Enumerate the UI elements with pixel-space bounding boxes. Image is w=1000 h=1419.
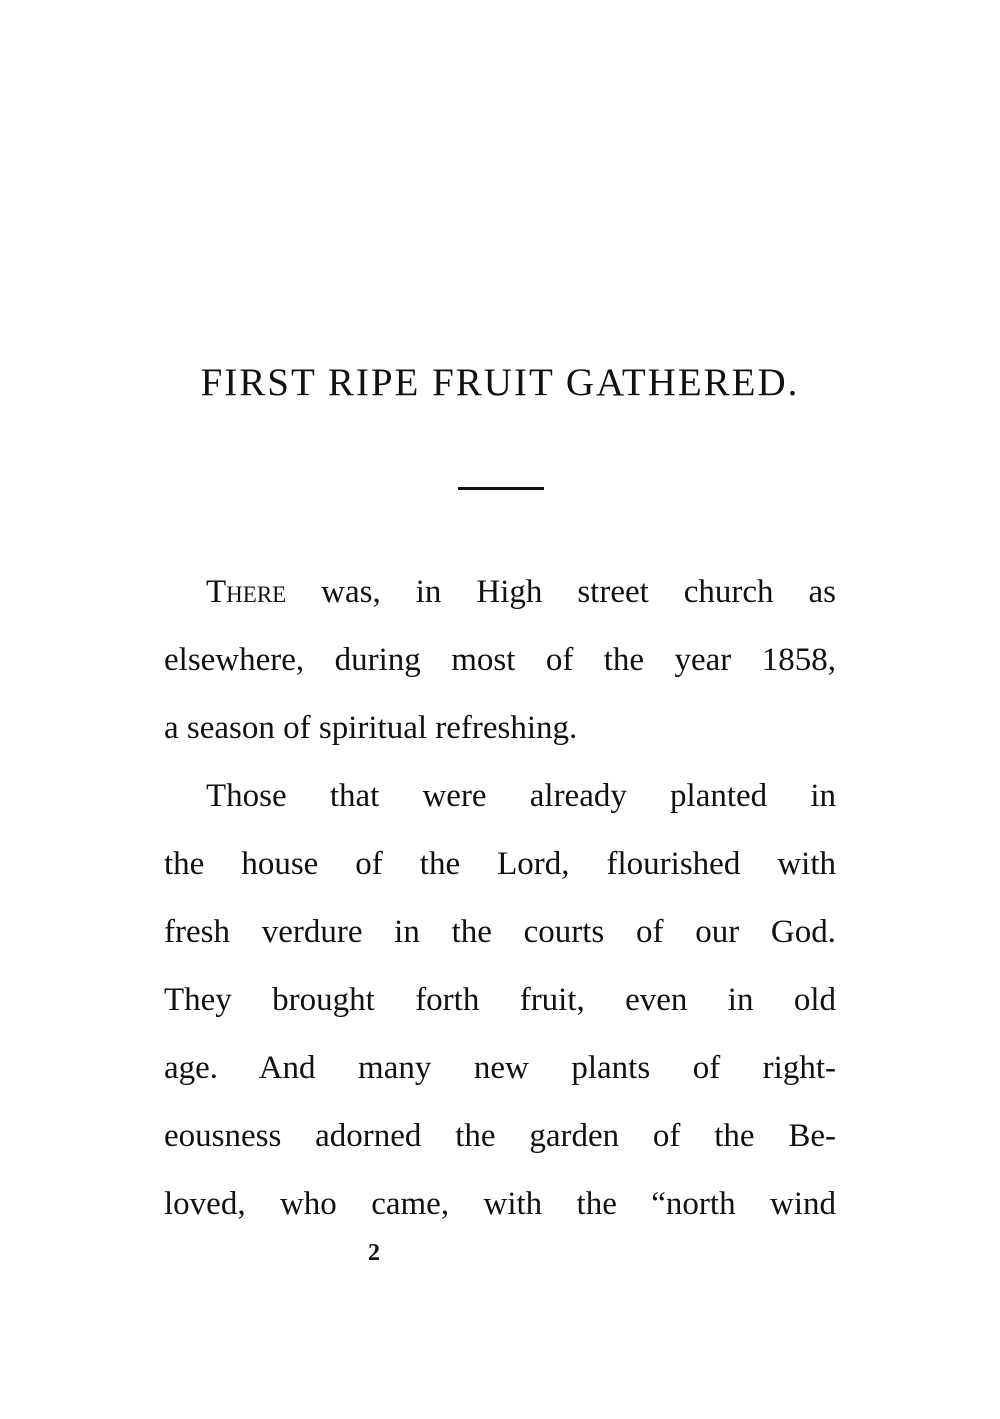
text-line: elsewhere, during most of the year 1858, [164, 642, 836, 678]
text-line: a season of spiritual refreshing. [164, 710, 578, 746]
text-line: Those that were already planted in [206, 778, 836, 814]
text-line: fresh verdure in the courts of our God. [164, 914, 836, 950]
lead-word: There [206, 574, 287, 610]
title-divider [458, 487, 544, 490]
text-line: age. And many new plants of right- [164, 1050, 836, 1086]
text-line: They brought forth fruit, even in old [164, 982, 836, 1018]
text-line: loved, who came, with the “north wind [164, 1186, 836, 1222]
text-line: There was, in High street church as [206, 574, 836, 610]
text-line: the house of the Lord, flourished with [164, 846, 836, 882]
page-number: 2 [368, 1240, 380, 1266]
paragraph-1 [164, 558, 836, 762]
body-text [164, 558, 836, 1238]
chapter-title: FIRST RIPE FRUIT GATHERED. [200, 361, 800, 404]
paragraph-2 [164, 762, 836, 1238]
text-line: eousness adorned the garden of the Be- [164, 1118, 836, 1154]
